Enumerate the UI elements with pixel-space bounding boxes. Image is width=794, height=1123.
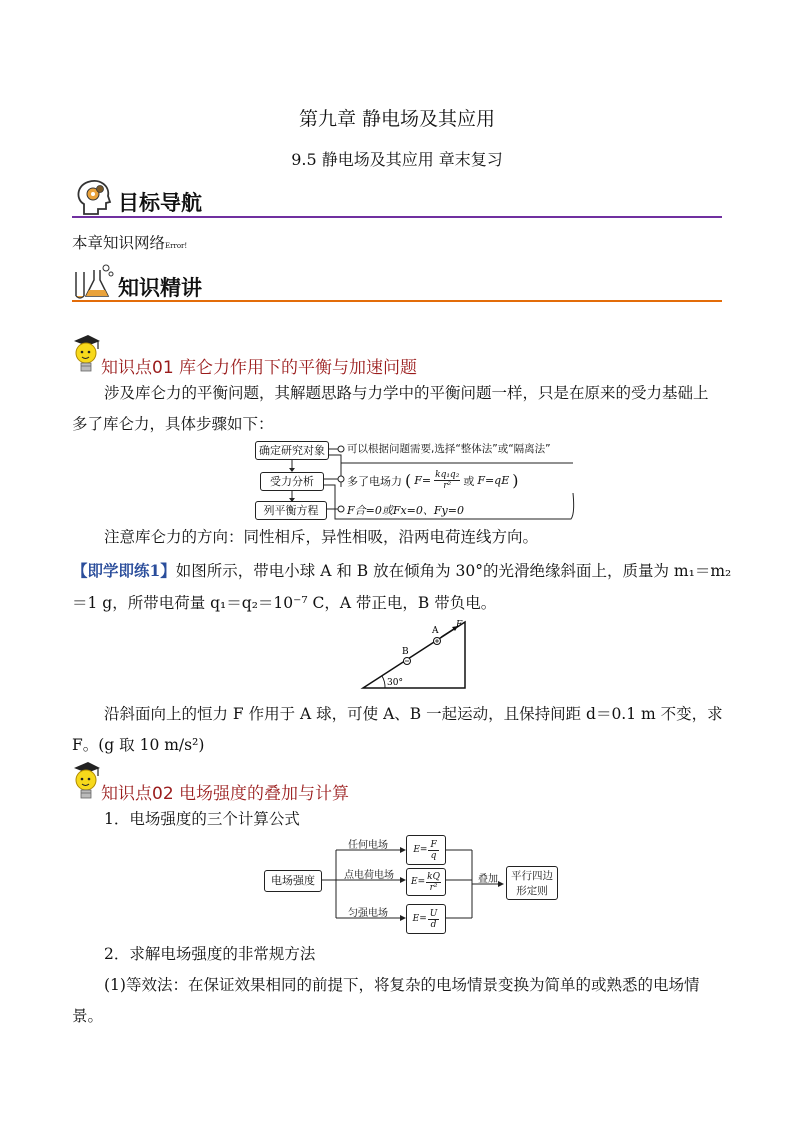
formula1-fraction [428,840,438,861]
error-text: Error! [165,242,188,250]
diagram-root-field-strength: 电场强度 [264,870,322,892]
flow-note-electric-force [347,470,518,491]
formula2-num: kQ [427,871,440,882]
formula3-lhs: E= [412,914,427,924]
incline-figure [355,618,475,692]
formula3-den: d [430,919,437,930]
merge-label: 叠加 [478,874,498,885]
exercise-line1 [72,557,731,585]
result-line1: 平行四边 [511,870,553,882]
formula2-lhs: E= [411,877,426,887]
flow-note2-eq1: F= [414,474,432,487]
flow-step-determine-object: 确定研究对象 [255,441,329,460]
head-gears-icon [74,178,114,216]
lab-flask-icon [72,262,114,300]
flow-note2-paren-close: ) [512,471,519,490]
exercise-question-line2: F。(g 取 10 m/s²) [72,736,205,754]
formula3-fraction [428,909,440,930]
result-line2: 形定则 [516,885,548,897]
section-header-knowledge [72,262,722,302]
field-strength-diagram [264,832,592,936]
branch-any-field: 任何电场 [348,840,388,851]
formula1-num: F [430,839,437,850]
flow-note2-denominator: r² [443,481,452,491]
exercise-question-line1: 沿斜面向上的恒力 F 作用于 A 球，可使 A、B 一起运动，且保持间距 d＝0.1 m 不变，求 [104,705,723,723]
flow-note2-numerator: kq₁q₂ [435,470,460,480]
knowledge-network-text: 本章知识网络 [72,234,166,252]
exercise-text1: 如图所示，带电小球 A 和 B 放在倾角为 30°的光滑绝缘斜面上，质量为 m₁＝m₂ [175,562,732,580]
formula3-num: U [429,908,438,919]
formula1-lhs: E= [413,845,428,855]
formula2-fraction [426,872,441,893]
kp1-flowchart [255,439,575,523]
formula1-den: q [430,850,437,861]
formula-point-charge [406,868,446,896]
section-header-goal [72,178,722,218]
flow-note2-fraction [434,470,460,491]
kp1-para-line1: 涉及库仑力的平衡问题，其解题思路与力学中的平衡问题一样，只是在原来的受力基础上 [104,384,709,402]
exercise-tag: 【即学即练1】 [72,561,176,580]
kp2-title: 知识点02 电场强度的叠加与计算 [101,784,350,804]
bulb-mascot-icon [70,333,102,375]
flow-note-method: 可以根据问题需要,选择“整体法”或“隔离法” [347,443,551,455]
flow-note2-eq2: F=qE [477,474,510,487]
bulb-mascot-icon [70,760,102,802]
flow-note2-paren-open: ( [405,471,412,490]
ball-a-label: A [432,626,439,636]
formula-uniform-field [406,904,446,934]
flow-note2-prefix: 多了电场力 [347,474,402,488]
incline-angle-label: 30° [387,678,403,688]
formula2-den: r² [429,882,438,893]
section-label-knowledge: 知识精讲 [118,276,202,300]
section-label-goal: 目标导航 [118,191,202,215]
branch-point-charge-field: 点电荷电场 [344,870,394,881]
flow-note-net-force: F合=0或Fx=0、Fy=0 [347,504,464,517]
kp2-para-line2: 景。 [72,1007,104,1025]
section-title: 9.5 静电场及其应用 章末复习 [291,150,503,169]
formula-any-field [406,835,446,865]
knowledge-network-line [72,231,187,253]
kp1-title: 知识点01 库仑力作用下的平衡与加速问题 [101,358,418,378]
flow-note2-or: 或 [463,474,475,488]
result-parallelogram-rule [506,866,558,900]
goal-divider [72,216,722,218]
branch-uniform-field: 匀强电场 [348,908,388,919]
kp1-para-line2: 多了库仑力，具体步骤如下： [72,415,274,433]
ball-b-label: B [402,647,409,657]
chapter-title: 第九章 静电场及其应用 [298,108,496,130]
kp1-note: 注意库仑力的方向：同性相斥，异性相吸，沿两电荷连线方向。 [104,528,539,546]
flow-step-force-analysis: 受力分析 [260,472,324,491]
kp2-para-line1: (1)等效法：在保证效果相同的前提下，将复杂的电场情景变换为简单的或熟悉的电场情 [104,976,700,994]
kp2-item1: 1．电场强度的三个计算公式 [104,810,300,828]
knowledge-divider [72,300,722,302]
flow-step-equilibrium-equation: 列平衡方程 [255,501,327,520]
exercise-line2: ＝1 g，所带电荷量 q₁＝q₂＝10⁻⁷ C，A 带正电，B 带负电。 [72,594,497,612]
force-f-label: F [456,620,463,630]
kp2-item2: 2．求解电场强度的非常规方法 [104,945,316,963]
